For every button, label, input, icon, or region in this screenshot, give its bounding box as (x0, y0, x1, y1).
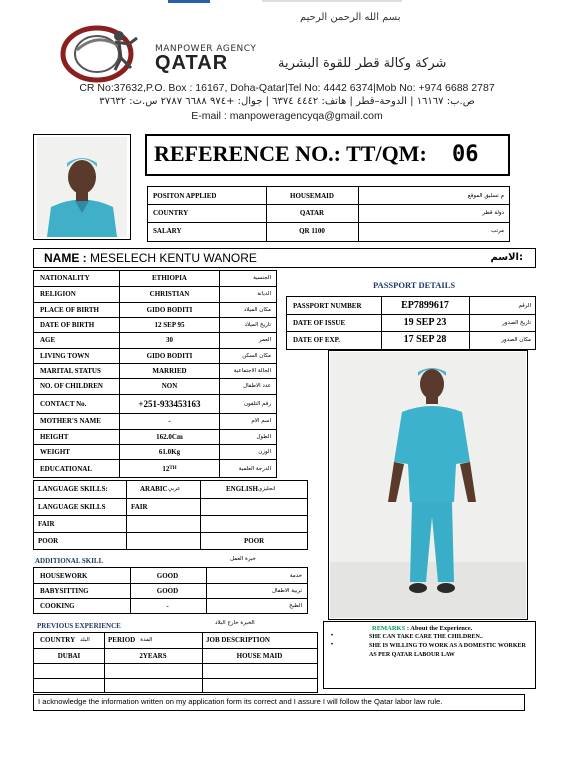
personal-row-label: HEIGHT (40, 432, 69, 441)
skill-row-value: - (166, 601, 169, 610)
position-row-arabic: مرتب (491, 227, 504, 234)
personal-row-arabic: رقم التلفون (243, 400, 271, 407)
experience-title: PREVIOUS EXPERIENCE (37, 622, 121, 630)
reference-label: REFERENCE NO.: TT/QM: (154, 141, 427, 166)
exp-header-period-ar: المدة (140, 637, 153, 643)
passport-row-label: DATE OF ISSUE (293, 318, 346, 327)
passport-row-value: 17 SEP 28 (403, 334, 447, 345)
experience-title-ar: الخبرة خارج البلاد (215, 620, 255, 626)
personal-row-label: WEIGHT (40, 447, 70, 456)
additional-title: ADDITIONAL SKILL (35, 557, 104, 565)
passport-row-value: EP7899617 (401, 300, 449, 311)
personal-row-arabic: الديانة (257, 291, 271, 297)
position-row-label: POSITON APPLIED (153, 191, 217, 200)
lang-header-arabic-ar: عربي (168, 486, 181, 492)
lang-header-label: LANGUAGE SKILLS: (38, 485, 108, 493)
skill-row-arabic: تربية الاطفال (272, 587, 302, 594)
passport-row-label: DATE OF EXP. (293, 335, 340, 344)
personal-row-value: - (168, 417, 171, 425)
candidate-name: MESELECH KENTU WANORE (90, 251, 257, 265)
footer-acknowledgement: I acknowledge the information written on my application form its correct and I assure I will follow the Qatar labor law rule. (38, 697, 443, 706)
additional-title-ar: خبرة العمل (230, 556, 256, 562)
personal-row-label: AGE (40, 336, 56, 344)
name-label: NAME : (44, 251, 87, 265)
skill-row-arabic: خدمة (289, 572, 302, 579)
skill-row-value: GOOD (156, 586, 179, 595)
personal-row-label: NO. OF CHILDREN (40, 382, 103, 390)
remarks-heading (372, 625, 472, 632)
position-row-value: QATAR (299, 208, 325, 217)
personal-row-label: LIVING TOWN (40, 351, 90, 360)
exp-header-country-ar: البلد (80, 637, 90, 643)
top-accent-bar (168, 0, 210, 3)
contact-ar: ص.ب: ١٦١٦٧ | الدوحة–قطر | هاتف: ٤٤٤٢ ٦٣٧٤ | جوال: +٩٧٤ ٦٦٨٨ ٢٧٨٧ س.ت: ٣٧٦٣٢ (99, 96, 475, 107)
personal-row-value: 12 TH (162, 464, 177, 473)
personal-row-value: ETHIOPIA (151, 274, 187, 282)
passport-row-label: PASSPORT NUMBER (293, 301, 362, 310)
bullet-icon: • (331, 642, 334, 648)
email-line: E-mail : manpoweragencyqa@gmail.com (191, 110, 383, 122)
position-row-value: HOUSEMAID (290, 191, 334, 200)
candidate-photo-full (330, 352, 526, 618)
skill-row-label: HOUSEWORK (40, 571, 88, 580)
personal-row-value: 61.0Kg (158, 447, 181, 456)
personal-row-arabic: الطول (256, 433, 271, 440)
skill-row-label: BABYSITTING (40, 586, 89, 595)
personal-row-label: RELIGION (40, 290, 76, 298)
experience-row-period: 2YEARS (139, 651, 167, 660)
position-row-arabic: دولة قطر (482, 209, 504, 216)
personal-row-arabic: عدد الاطفال (243, 383, 271, 389)
personal-row-value: 30 (166, 336, 173, 344)
language-row-arabic: FAIR (131, 502, 148, 511)
exp-header-period (108, 634, 152, 646)
passport-row-arabic: مكان الصدور (501, 336, 531, 343)
personal-row-arabic: العمر (258, 337, 271, 343)
reference-box (145, 134, 510, 176)
remarks-subtitle: : About the Experience. (406, 625, 473, 632)
experience-row-country: DUBAI (57, 651, 81, 660)
position-row-label: SALARY (153, 226, 182, 235)
exp-header-period-en: PERIOD (108, 636, 136, 644)
name-box (33, 248, 536, 268)
personal-row-value: 162.0Cm (156, 432, 183, 441)
personal-row-value: GIDO BODITI (146, 351, 193, 360)
reference-number: 06 (452, 142, 479, 167)
personal-row-label: MARITAL STATUS (40, 366, 101, 375)
personal-row-arabic: الجنسية (253, 275, 271, 281)
passport-title: PASSPORT DETAILS (373, 280, 456, 290)
language-row-label: FAIR (38, 519, 55, 528)
personal-row-arabic: مكان السكن (242, 352, 271, 359)
skill-row-label: COOKING (40, 601, 75, 610)
personal-row-label: NATIONALITY (40, 274, 90, 282)
personal-row-label: EDUCATIONAL (40, 464, 92, 473)
personal-row-label: DATE OF BIRTH (40, 320, 95, 329)
arabic-company-name: شركة وكالة قطر للقوة البشرية (278, 56, 447, 71)
language-row-label: LANGUAGE SKILLS (38, 502, 106, 511)
skill-row-arabic: الطبخ (289, 602, 302, 609)
calligraphy: بسم الله الرحمن الرحيم (300, 12, 401, 23)
personal-row-arabic: الدرجة العلمية (238, 465, 271, 472)
personal-row-arabic: الوزن (258, 448, 271, 455)
contact-en: CR No:37632,P.O. Box : 16167, Doha-Qatar|Tel No: 4442 6374|Mob No: +974 6688 2787 (79, 82, 495, 94)
personal-row-arabic: تاريخ الميلاد (244, 321, 271, 328)
agency-subtitle: MANPOWER AGENCY (155, 44, 257, 54)
lang-header-arabic: ARABIC (140, 485, 168, 493)
personal-row-value: GIDO BODITI (146, 305, 193, 314)
passport-row-arabic: تاريخ الصدور (502, 319, 531, 326)
personal-row-value: +251-933453163 (138, 398, 201, 409)
position-row-label: COUNTRY (153, 208, 189, 217)
skill-row-value: GOOD (156, 571, 179, 580)
top-accent-line (262, 0, 402, 2)
lang-header-english: ENGLISH (226, 485, 258, 493)
position-row-value: QR 1100 (299, 226, 325, 235)
remarks-title: REMARKS (372, 625, 406, 632)
name-arabic-label: الاسم: (490, 252, 523, 263)
bullet-icon: • (331, 633, 334, 639)
personal-row-arabic: مكان الميلاد (243, 306, 271, 313)
personal-row-arabic: اسم الام (251, 418, 271, 424)
language-row-english: POOR (244, 536, 265, 545)
personal-row-value: MARRIED (152, 366, 187, 375)
brand-name: QATAR (155, 52, 229, 74)
remark-item: SHE CAN TAKE CARE THE CHILDREN.. (369, 634, 483, 640)
remark-item: SHE IS WILLING TO WORK AS A DOMESTIC WORKER AS PER QATAR LABOUR LAW (369, 643, 526, 658)
personal-row-arabic: الحالة الاجتماعية (233, 367, 271, 374)
position-row-arabic: م تسليق الموقع (467, 192, 504, 199)
lang-header-english-ar: انجليزي (258, 486, 276, 492)
name-row (44, 251, 257, 265)
personal-row-label: CONTACT No. (40, 399, 87, 408)
agency-logo (57, 22, 149, 84)
personal-row-label: PLACE OF BIRTH (40, 305, 100, 314)
exp-header-job: JOB DESCRIPTION (206, 636, 270, 644)
footer-box (33, 694, 525, 711)
personal-row-value: NON (161, 382, 178, 390)
exp-header-country-en: COUNTRY (40, 636, 76, 644)
personal-row-value: 12 SEP 95 (154, 320, 185, 329)
experience-row-job: HOUSE MAID (236, 651, 283, 660)
passport-row-arabic: الرقم (518, 302, 531, 309)
personal-row-value-suffix: TH (169, 466, 177, 471)
language-row-label: POOR (38, 536, 59, 545)
candidate-photo-small (37, 137, 127, 237)
personal-row-label: MOTHER'S NAME (40, 417, 101, 425)
exp-header-country (40, 634, 90, 646)
personal-row-value: CHRISTIAN (149, 290, 190, 298)
passport-row-value: 19 SEP 23 (403, 317, 447, 328)
